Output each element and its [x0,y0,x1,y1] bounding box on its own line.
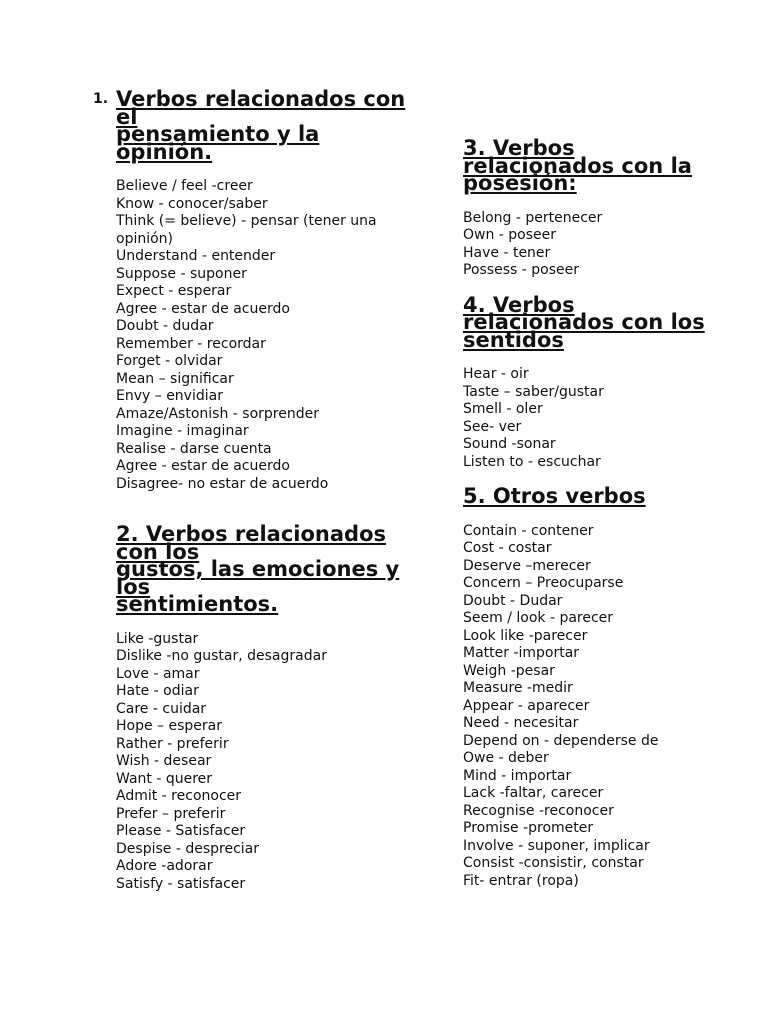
verb-item: Love - amar [116,665,200,682]
verb-item: Believe / feel -creer [116,178,253,194]
verb-item: Hear - oir [463,366,529,382]
section-title: 5. Otros verbos [463,484,646,508]
verb-item: Own - poseer [463,227,557,243]
section-likes-emotions [116,522,416,893]
verb-item: Agree - estar de acuerdo [116,458,290,474]
verb-item: Doubt - dudar [116,318,214,334]
section-title: Verbos relacionados con el pensamiento y la opinión. [116,87,406,164]
verb-item: Rather - preferir [116,735,229,752]
verb-item: Concern – Preocuparse [463,575,624,591]
verb-item: Amaze/Astonish - sorprender [116,405,319,422]
verb-item: Hope – esperar [116,718,222,734]
section-title: 3. Verbos relacionados con la posesión: [463,136,692,195]
verb-item: Taste – saber/gustar [463,383,604,400]
verb-list [463,210,723,280]
section-other-verbs [463,484,723,890]
verb-item: Sound -sonar [463,436,556,452]
verb-item: Lack -faltar, carecer [463,785,604,801]
verb-item: Recognise -reconocer [463,802,614,819]
section-senses [463,292,723,472]
verb-list [116,631,416,894]
section-thought-opinion [93,87,416,493]
verb-item: Envy – envidiar [116,388,223,404]
verb-item: Need - necesitar [463,715,579,731]
verb-item: Belong - pertenecer [463,209,603,226]
verb-item: Depend on - dependerse de [463,732,659,749]
verb-item: Prefer – preferir [116,805,226,822]
verb-item: Dislike -no gustar, desagradar [116,648,327,664]
verb-item: Have - tener [463,244,551,261]
verb-item: Doubt - Dudar [463,592,563,609]
verb-item: Care - cuidar [116,700,207,717]
left-column [93,87,416,893]
verb-item: Appear - aparecer [463,697,590,714]
verb-item: Remember - recordar [116,335,266,352]
verb-item: Admit - reconocer [116,788,242,804]
verb-item: Cost - costar [463,540,552,556]
verb-item: Wish - desear [116,753,212,769]
verb-item: Consist -consistir, constar [463,855,644,871]
verb-item: Look like -parecer [463,627,588,644]
verb-item: Mean – significar [116,370,234,387]
verb-item: Imagine - imaginar [116,423,249,439]
verb-item: Possess - poseer [463,262,579,278]
verb-item: Understand - entender [116,248,276,264]
verb-item: Adore -adorar [116,858,213,874]
verb-item: Satisfy - satisfacer [116,875,246,892]
verb-item: Disagree- no estar de acuerdo [116,475,329,492]
verb-item: Contain - contener [463,522,594,539]
verb-item: Deserve –merecer [463,557,591,574]
verb-item: Weigh -pesar [463,662,555,679]
verb-item: Owe - deber [463,750,549,766]
verb-item: Hate - odiar [116,683,199,699]
verb-item: Think (= believe) - pensar (tener una opinión) [116,213,377,247]
verb-item: Know - conocer/saber [116,195,268,212]
verb-item: Promise -prometer [463,820,594,836]
verb-list [463,523,723,891]
verb-item: Like -gustar [116,630,199,647]
section-title: 2. Verbos relacionados con los gustos, las emociones y los sentimientos. [116,522,400,616]
verb-item: Involve - suponer, implicar [463,837,650,854]
verb-list [463,366,723,471]
section-number: 1. [93,91,109,107]
section-title: 4. Verbos relacionados con los sentidos [463,292,705,352]
verb-item: Please - Satisfacer [116,823,246,839]
verb-list [116,178,416,493]
verb-item: Realise - darse cuenta [116,440,272,457]
verb-item: Despise - despreciar [116,840,259,857]
verb-item: Mind - importar [463,767,572,784]
verb-item: Listen to - escuchar [463,453,601,470]
verb-item: Expect - esperar [116,283,232,299]
verb-item: Forget - olvidar [116,353,223,369]
verb-item: Want - querer [116,770,213,787]
verb-item: Smell - oler [463,401,543,417]
verb-item: Suppose - suponer [116,265,247,282]
verb-item: Seem / look - parecer [463,610,614,626]
section-possession [463,136,723,280]
verb-item: See- ver [463,418,522,435]
verb-item: Fit- entrar (ropa) [463,872,579,889]
verb-item: Agree - estar de acuerdo [116,300,290,317]
verb-item: Measure -medir [463,680,573,696]
right-column [463,136,723,890]
verb-item: Matter -importar [463,645,580,661]
